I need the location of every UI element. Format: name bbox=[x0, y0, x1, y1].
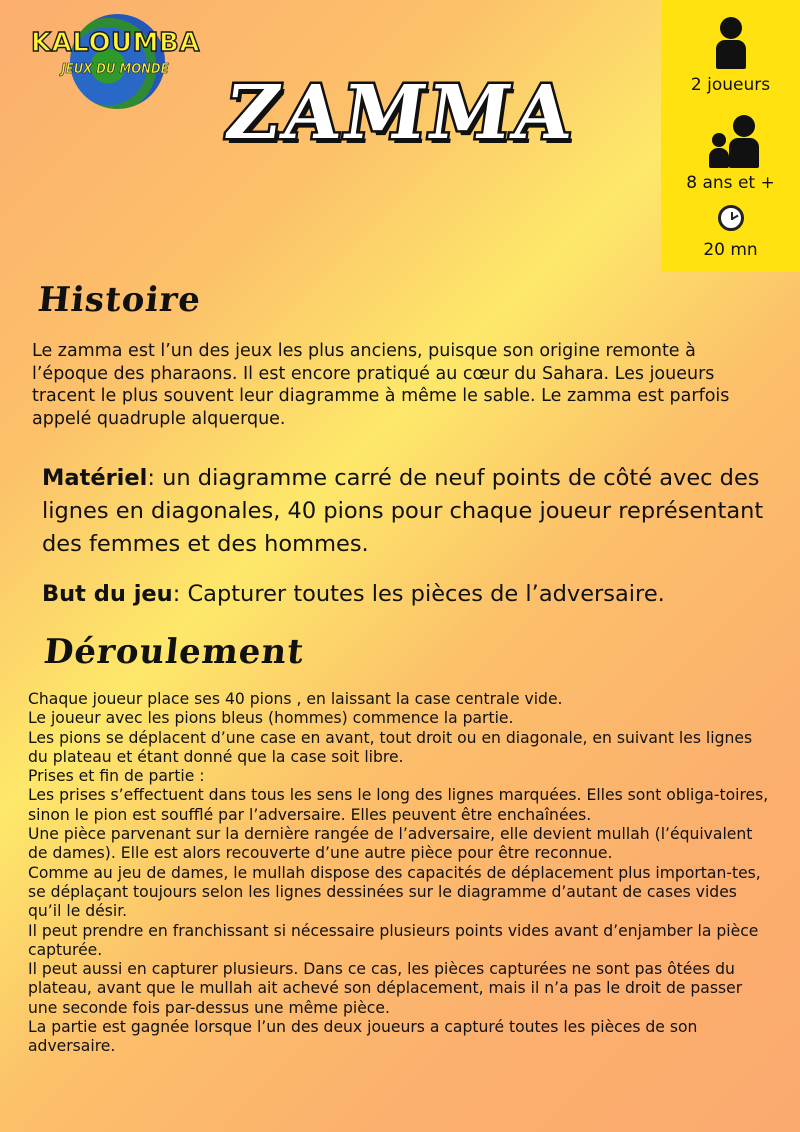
logo-tagline: JEUX DU MONDE bbox=[61, 62, 169, 77]
duration-label: 20 mn bbox=[703, 240, 758, 260]
kaloumba-logo bbox=[28, 8, 203, 113]
but-paragraph bbox=[42, 578, 772, 611]
deroulement-line: Les pions se déplacent d’une case en avant, tout droit ou en diagonale, en suivant les lignes du plateau et étant donné que la case soit libre. bbox=[28, 728, 753, 766]
deroulement-line: La partie est gagnée lorsque l’un des deux joueurs a capturé toutes les pièces de son adversaire. bbox=[28, 1018, 698, 1056]
materiel-text: : un diagramme carré de neuf points de côté avec des lignes en diagonales, 40 pions pour chaque joueur représentant des femmes et des hommes. bbox=[42, 465, 764, 557]
deroulement-line: Il peut aussi en capturer plusieurs. Dans ce cas, les pièces capturées ne sont pas ôtées du plateau, avant que le mullah ait achevé son déplacement, mais il n’a pas le droit de passer une seconde fois par-dessus une même pièce. bbox=[28, 960, 743, 1017]
game-info-box bbox=[661, 0, 800, 272]
deroulement-line: Les prises s’effectuent dans tous les sens le long des lignes marquées. Elles sont obliga-toires, sinon le pion est soufflé par l’adversaire. Elles peuvent être enchaînées. bbox=[28, 786, 769, 824]
deroulement-line: Le joueur avec les pions bleus (hommes) commence la partie. bbox=[28, 709, 514, 728]
but-text: : Capturer toutes les pièces de l’adversaire. bbox=[172, 581, 665, 607]
materiel-paragraph bbox=[42, 462, 772, 561]
page-title: ZAMMA bbox=[220, 70, 580, 156]
materiel-label: Matériel bbox=[42, 465, 148, 491]
histoire-heading: Histoire bbox=[35, 280, 204, 320]
adult-child-icon bbox=[661, 110, 800, 170]
histoire-text: Le zamma est l’un des jeux les plus anciens, puisque son origine remonte à l’époque des pharaons. Il est encore pratiqué au cœur du Sahara. Les joueurs tracent le plus souvent leur diagramme à même le sable. Le zamma est parfois appelé quadruple alquerque. bbox=[32, 341, 730, 429]
deroulement-line: Une pièce parvenant sur la dernière rangée de l’adversaire, elle devient mullah (l’équivalent de dames). Elle est alors recouverte d’une autre pièce pour être reconnue. bbox=[28, 825, 753, 863]
deroulement-heading: Déroulement bbox=[41, 632, 307, 672]
deroulement-line: Chaque joueur place ses 40 pions , en laissant la case centrale vide. bbox=[28, 690, 563, 708]
deroulement-line: Comme au jeu de dames, le mullah dispose des capacités de déplacement plus importan-tes, se déplaçant toujours selon les lignes dessinées sur le diagramme d’autant de cases vides qu’il le désir. bbox=[28, 863, 761, 921]
but-label: But du jeu bbox=[42, 581, 173, 607]
players-label: 2 joueurs bbox=[690, 75, 771, 95]
deroulement-line: Prises et fin de partie : bbox=[28, 767, 205, 786]
clock-icon bbox=[718, 205, 744, 231]
age-label: 8 ans et + bbox=[686, 173, 775, 193]
deroulement-text bbox=[28, 690, 773, 1057]
deroulement-line: Il peut prendre en franchissant si nécessaire plusieurs points vides avant d’enjamber la pièce capturée. bbox=[28, 921, 759, 959]
logo-brand: KALOUMBA bbox=[31, 28, 200, 58]
single-player-icon bbox=[661, 0, 800, 70]
